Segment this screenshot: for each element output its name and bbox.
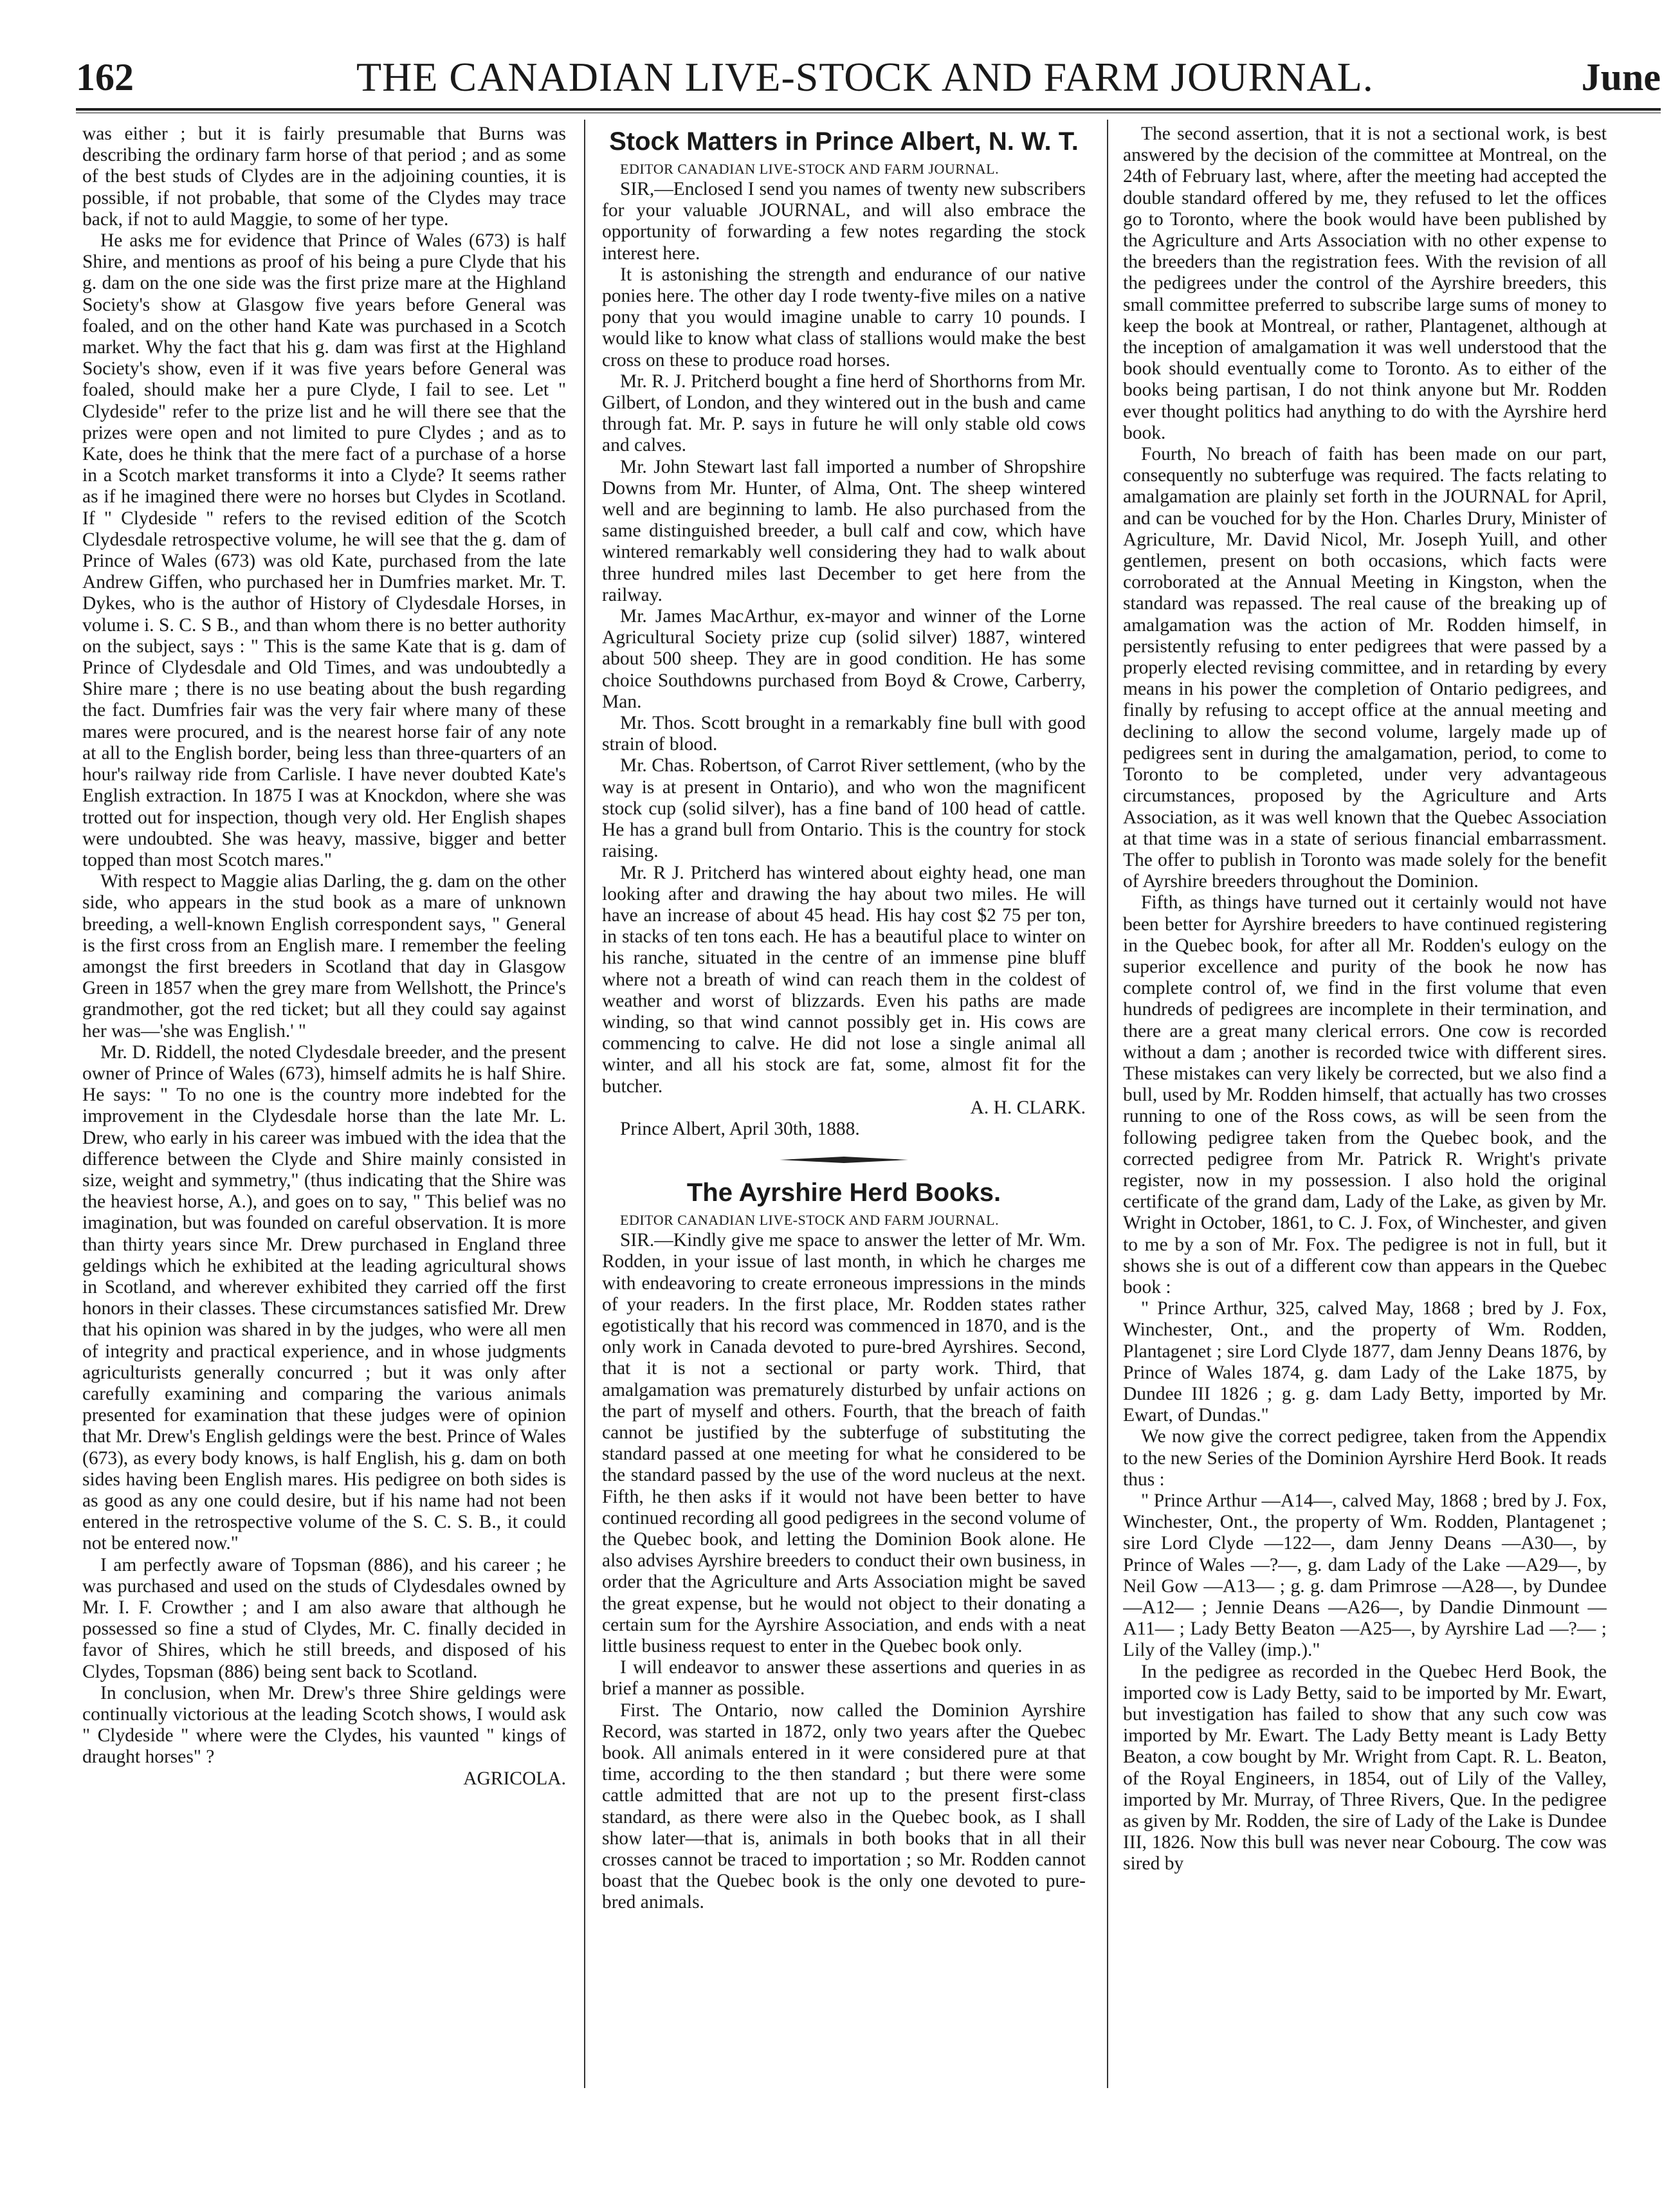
- paragraph: Mr. James MacArthur, ex-mayor and winner of the Lorne Agricultural Society prize cup (solid silver) 1887, wintered about 500 sheep. They are in good condition. He has some choice Southdowns purchased from Boyd & Crowe, Carberry, Man.: [602, 606, 1086, 712]
- article-headline: Stock Matters in Prince Albert, N. W. T.: [609, 127, 1079, 156]
- paragraph: " Prince Arthur —A14—, calved May, 1868 ; bred by J. Fox, Winchester, Ont., the property of Wm. Rodden, Plantagenet ; sire Lord Clyde —122—, dam Jenny Deans —A30—, by Prince of Wales —?—, g. dam Lady of the Lake —A29—, by Neil Gow —A13— ; g. g. dam Primrose —A28—, by Dundee —A12— ; Jennie Deans —A26—, by Dandie Dinmount —A11— ; Lady Betty Beaton —A25—, by Ayrshire Lad —?— ; Lily of the Valley (imp.).": [1123, 1490, 1607, 1661]
- paragraph: Fourth, No breach of faith has been made on our part, consequently no subterfuge was required. The facts relating to amalgamation are plainly set forth in the JOURNAL for April, and can be vouched for by the Hon. Charles Drury, Minister of Agriculture, Mr. David Nicol, Mr. Joseph Yuill, and other gentlemen, present on both occasions, which facts were corroborated at the Annual Meeting in Kingston, when the standard was repassed. The real cause of the breaking up of amalgamation was the action of Mr. Rodden himself, in persistently refusing to enter pedigrees that were passed by a properly elected revising committee, and in retarding by every means in his power the completion of Ontario pedigrees, and finally by refusing to accept office at the annual meeting and declining to allow the second volume, largely made up of pedigrees sent in during the amalgamation, period, to come to Toronto to be completed, under very advantageous circumstances, proposed by the Agriculture and Arts Association, as it was well known that the Quebec Association at that time was in a state of serious financial embarrassment. The offer to publish in Toronto was made solely for the benefit of Ayrshire breeders throughout the Dominion.: [1123, 444, 1607, 892]
- paragraph: was either ; but it is fairly presumable that Burns was describing the ordinary farm horse of that period ; and as some of the best studs of Clydes are in the adjoining counties, it is possible, if not probable, that some of the Clydes may trace back, if not to auld Maggie, to some of her type.: [82, 124, 566, 230]
- column-middle: [602, 124, 1086, 2098]
- paragraph: Mr. Chas. Robertson, of Carrot River settlement, (who by the way is at present in Ontario), and who won the magnificent stock cup (solid silver), has a fine band of 100 head of cattle. He has a grand bull from Ontario. This is the country for stock raising.: [602, 755, 1086, 862]
- paragraph: Mr. Thos. Scott brought in a remarkably fine bull with good strain of blood.: [602, 713, 1086, 755]
- paragraph: Mr. John Stewart last fall imported a number of Shropshire Downs from Mr. Hunter, of Alma, Ont. The sheep wintered well and are beginning to lamb. He also purchased from the same distinguished breeder, a bull calf and cow, which have wintered remarkably well considering they had to walk about three hundred miles last December to get here from the railway.: [602, 456, 1086, 605]
- page-number: 162: [76, 56, 134, 98]
- paragraph: I will endeavor to answer these assertions and queries in as brief a manner as possible.: [602, 1657, 1086, 1700]
- article-separator: [780, 1157, 908, 1163]
- paragraph: In conclusion, when Mr. Drew's three Shire geldings were continually victorious at the leading Scotch shows, I would ask " Clydeside " where were the Clydes, his vaunted " kings of draught horses" ?: [82, 1682, 566, 1768]
- paragraph: In the pedigree as recorded in the Quebec Herd Book, the imported cow is Lady Betty, said to be imported by Mr. Ewart, but investigation has failed to show that any such cow was imported by Mr. Ewart. The Lady Betty meant is Lady Betty Beaton, a cow bought by Mr. Wright from Capt. R. L. Beaton, of the Royal Engineers, in 1854, out of Lily of the Valley, imported by Mr. Murray, of Three Rivers, Que. In the pedigree as given by Mr. Rodden, the sire of Lady of the Lake is Dundee III, 1826. Now this bull was never near Cobourg. The cow was sired by: [1123, 1661, 1607, 1875]
- dateline: Prince Albert, April 30th, 1888.: [620, 1118, 860, 1139]
- signature: A. H. CLARK.: [970, 1097, 1086, 1118]
- paragraph: Mr. R J. Pritcherd has wintered about eighty head, one man looking after and drawing the hay about two miles. He will have an increase of about 45 head. His hay cost $2 75 per ton, in stacks of ten tons each. He has a beautiful place to winter on his ranche, situated in the centre of an immense pine bluff where not a breath of wind can reach them in the coldest of weather and worst of blizzards. Even his paths are made winding, so that wind cannot possibly get in. His cows are commencing to calve. He did not lose a single animal all winter, and all his stock are fat, some, almost fit for the butcher.: [602, 862, 1086, 1097]
- paragraph: I am perfectly aware of Topsman (886), and his career ; he was purchased and used on the studs of Clydesdales owned by Mr. I. F. Crowther ; and I am also aware that although he possessed so fine a stud of Clydes, Mr. C. finally decided in favor of Shires, which he still breeds, and disposed of his Clydes, Topsman (886) being sent back to Scotland.: [82, 1554, 566, 1682]
- paragraph: We now give the correct pedigree, taken from the Appendix to the new Series of the Dominion Ayrshire Herd Book. It reads thus :: [1123, 1426, 1607, 1490]
- column-divider: [1107, 120, 1108, 2088]
- paragraph: Mr. D. Riddell, the noted Clydesdale breeder, and the present owner of Prince of Wales (673), himself admits he is half Shire. He says: " To no one is the country more indebted for the improvement in the Clydesdale horse than the late Mr. L. Drew, who early in his career was imbued with the idea that the difference between the Clyde and Shire mainly consisted in size, weight and symmetry," (thus indicating that the Shire was the heaviest horse, A.), and goes on to say, " This belief was no imagination, but was founded on careful observation. It is more than thirty years since Mr. Drew purchased in England three geldings which he exhibited at the leading agricultural shows in Scotland, and wherever exhibited they carried off the first honors in their classes. These circumstances satisfied Mr. Drew that his opinion was shared in by the judges, who were all men of integrity and practical experience, and in whose judgments agriculturists generally concurred ; but it was only after carefully examining and comparing the various animals presented for examination that these judges were of opinion that Mr. Drew's English geldings were the best. Prince of Wales (673), as every body knows, is half English, his g. dam on both sides having been English mares. His pedigree on both sides is as good as any one could desire, but if his name had not been entered in the retrospective volume of the S. C. S. B., it could not be entered now.": [82, 1041, 566, 1554]
- paragraph: Fifth, as things have turned out it certainly would not have been better for Ayrshire breeders to have continued registering in the Quebec book, for after all Mr. Rodden's eulogy on the superior excellence and purity of the book he now has complete control of, we find in the first volume that even hundreds of pedigrees are incomplete in their termination, and there are a great many clerical errors. One cow is recorded without a dam ; another is recorded twice with different sires. These mistakes can very likely be corrected, but we also find a bull, used by Mr. Rodden himself, that actually has two crosses running to one of the Ross cows, as will be seen from the following pedigree taken from the Quebec book, and the corrected pedigree from Mr. Patrick R. Wright's private register, now in my possession. I also hold the original certificate of the grand dam, Lady of the Lake, as given by Mr. Wright in October, 1861, to C. J. Fox, of Winchester, and given to me by a son of Mr. Fox. The pedigree is not in full, but it shows she is out of a different cow than appears in the Quebec book :: [1123, 892, 1607, 1297]
- paragraph: Mr. R. J. Pritcherd bought a fine herd of Shorthorns from Mr. Gilbert, of London, and they wintered out in the bush and came through fat. Mr. P. says in future he will only stable old cows and calves.: [602, 371, 1086, 456]
- column-divider: [584, 120, 585, 2088]
- paragraph: SIR,—Enclosed I send you names of twenty new subscribers for your valuable JOURNAL, and will also embrace the opportunity of forwarding a few notes regarding the stock interest here.: [602, 179, 1086, 264]
- paragraph: SIR.—Kindly give me space to answer the letter of Mr. Wm. Rodden, in your issue of last month, in which he charges me with endeavoring to create erroneous impressions in the minds of your readers. In the first place, Mr. Rodden states rather egotistically that his record was commenced in 1870, and is the only work in Canada devoted to pure-bred Ayrshires. Second, that it is not a sectional or party work. Third, that amalgamation was prematurely disturbed by unfair actions on the part of myself and others. Fourth, that the breach of faith cannot be justified by the subterfuge of substituting the standard passed at one meeting for what he considered to be the standard passed by the use of the word nucleus at the next. Fifth, he then asks if it would not have been better to have continued recording all good pedigrees in the second volume of the Quebec book, and letting the Dominion Book alone. He also advises Ayrshire breeders to conduct their own business, in order that the Agriculture and Arts Association might be saved the great expense, but he would not object to their donating a certain sum for the Ayrshire Association, and ends with a neat little business request to enter in the Quebec book only.: [602, 1230, 1086, 1656]
- page-header: [76, 51, 1661, 103]
- paragraph: " Prince Arthur, 325, calved May, 1868 ; bred by J. Fox, Winchester, Ont., and the property of Wm. Rodden, Plantagenet ; sire Lord Clyde 1877, dam Jenny Deans 1876, by Prince of Wales 1874, g. dam Lady of the Lake 1875, by Dundee III 1826 ; g. g. dam Lady Betty, imported by Mr. Ewart, of Dundas.": [1123, 1298, 1607, 1426]
- journal-title: THE CANADIAN LIVE-STOCK AND FARM JOURNAL.: [356, 54, 1374, 100]
- paragraph: It is astonishing the strength and endurance of our native ponies here. The other day I rode twenty-five miles on a native pony that you would imagine unable to carry 10 pounds. I would like to know what class of stallions would make the best cross on these to produce road horses.: [602, 264, 1086, 371]
- paragraph: The second assertion, that it is not a sectional work, is best answered by the decision of the committee at Montreal, on the 24th of February last, where, after the meeting had accepted the double standard offered by me, they refused to let the offices go to Toronto, where the book would have been published by the Agriculture and Arts Association with no other expense to the breeders than the registration fees. With the revision of all the pedigrees under the control of the Ayrshire breeders, this small committee preferred to subscribe large sums of money to keep the book at Montreal, or rather, Plantagenet, although at the inception of amalgamation it was well understood that the book should eventually come to Toronto. As to either of the books being partisan, I do not think anyone but Mr. Rodden ever thought politics had anything to do with the Ayrshire herd book.: [1123, 124, 1607, 443]
- column-right: [1123, 124, 1607, 2098]
- column-left: [82, 124, 566, 2098]
- paragraph: He asks me for evidence that Prince of Wales (673) is half Shire, and mentions as proof of his being a pure Clyde that his g. dam on the one side was the first prize mare at the Highland Society's show at Glasgow five years before General was foaled, and on the other hand Kate was purchased in a Scotch market. Why the fact that his g. dam was first at the Highland Society's show, even if it was five years before General was foaled, should make her a pure Clyde, I fail to see. Let " Clydeside" refer to the prize list and he will there see that the prizes were open and not limited to pure Clydes ; and as to Kate, does he think that the mere fact of a purchase of a horse in a Scotch market transforms it into a Clyde? It seems rather as if he imagined there were no horses but Clydes in Scotland. If " Clydeside " refers to the revised edition of the Scotch Clydesdale retrospective volume, he will see that the g. dam of Prince of Wales (673) was old Kate, purchased from the late Andrew Giffen, who purchased her in Dumfries market. Mr. T. Dykes, who is the author of History of Clydesdale Horses, in volume i. S. C. S B., and than whom there is no better authority on the subject, says : " This is the same Kate that is g. dam of Prince of Clydesdale and Old Times, and was undoubtedly a Shire mare ; there is no use beating about the bush regarding the fact. Dumfries fair was the very fair where many of these mares were procured, and is the nearest horse fair of any note at all to the English border, being less than three-quarters of an hour's railway ride from Carlisle. I have never doubted Kate's English extraction. In 1875 I was at Knockdon, where she was trotted out for inspection, though very old. Her English shapes were undoubted. She was heavy, massive, bigger and better topped than most Scotch mares.": [82, 230, 566, 870]
- editor-line: EDITOR CANADIAN LIVE-STOCK AND FARM JOURNAL.: [620, 161, 1000, 177]
- paragraph: First. The Ontario, now called the Dominion Ayrshire Record, was started in 1872, only two years after the Quebec book. All animals entered in it were considered pure at that time, according to the then standard ; but there were some cattle admitted that are not up to the present first-class standard, as there were also in the Quebec book, as I shall show later—that is, animals in both books that in all their crosses cannot be traced to importation ; so Mr. Rodden cannot boast that the Quebec book is the only one devoted to pure-bred animals.: [602, 1700, 1086, 1913]
- issue-month: June: [1581, 56, 1661, 98]
- signature: AGRICOLA.: [463, 1768, 566, 1789]
- paragraph: With respect to Maggie alias Darling, the g. dam on the other side, who appears in the stud book as a mare of unknown breeding, a well-known English correspondent says, " General is the first cross from an English mare. I remember the feeling amongst the first breeders in Scotland that day in Glasgow Green in 1857 when the grey mare from Wellshott, the Prince's grandmother, got the red ticket; but all they could say against her was—'she was English.' ": [82, 871, 566, 1041]
- header-rule: [76, 108, 1661, 113]
- article-headline: The Ayrshire Herd Books.: [686, 1178, 1001, 1207]
- editor-line: EDITOR CANADIAN LIVE-STOCK AND FARM JOURNAL.: [620, 1212, 1000, 1229]
- separator-ornament: [780, 1157, 908, 1163]
